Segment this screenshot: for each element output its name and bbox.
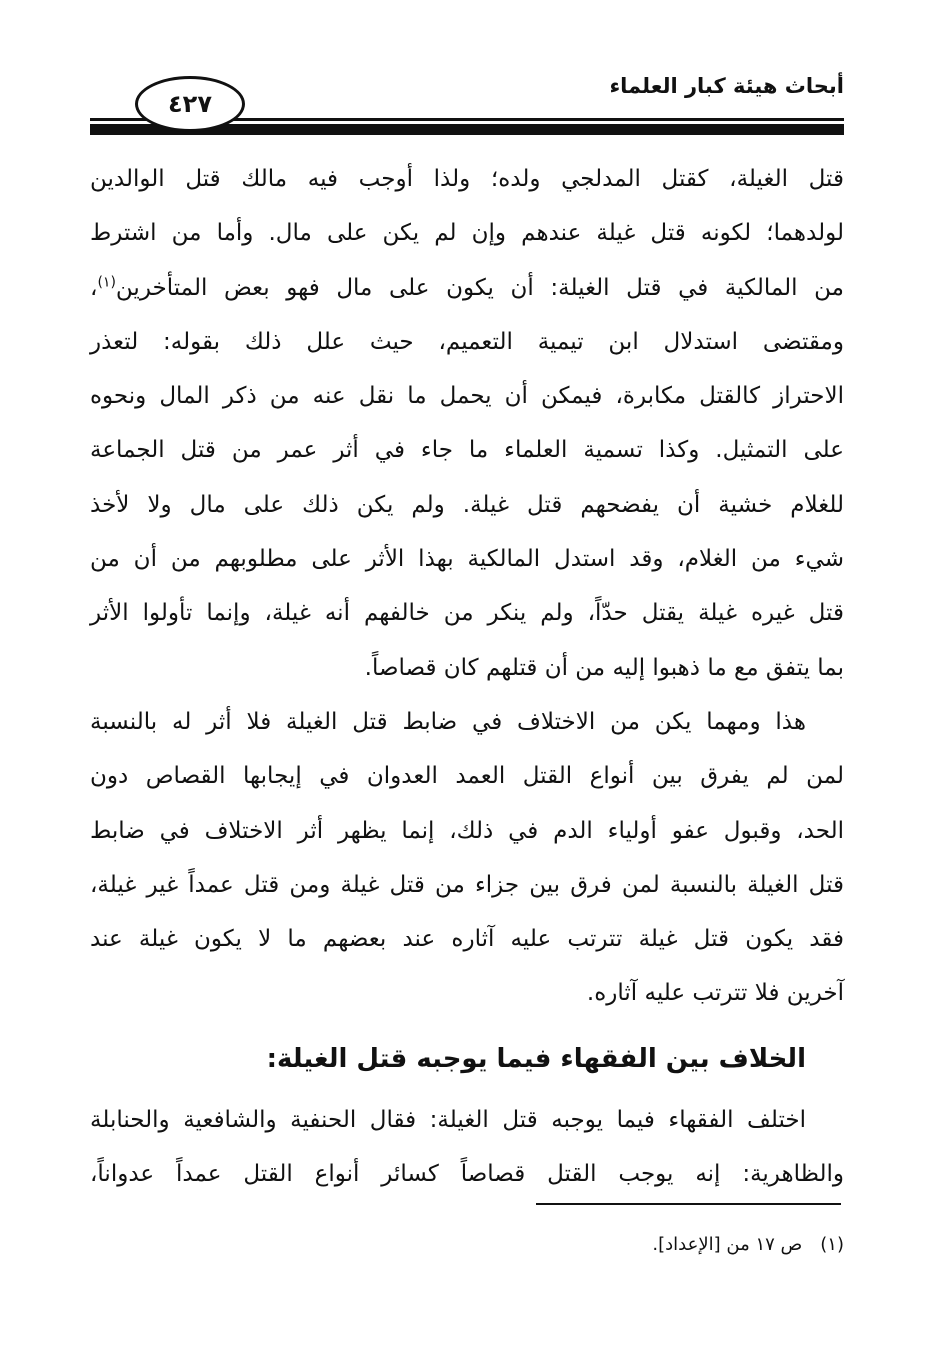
footnote-marker: (١) (820, 1234, 844, 1255)
page-number-oval (135, 76, 245, 132)
text-line: قتل الغيلة بالنسبة لمن فرق بين جزاء من قتل غيلة ومن قتل عمداً غير غيلة، (90, 871, 844, 898)
text-line: ومقتضى استدلال ابن تيمية التعميم، حيث علل ذلك بقوله: لتعذر (90, 328, 844, 355)
text-line: للغلام خشية أن يفضحهم قتل غيلة. ولم يكن ذلك على مال ولا لأخذ (90, 491, 844, 518)
text-line: بما يتفق مع ما ذهبوا إليه من أن قتلهم كان قصاصاً. (364, 654, 844, 681)
paragraph-3 (90, 1093, 844, 1202)
footnote-rule (536, 1203, 841, 1205)
footnote (652, 1234, 844, 1255)
footnote-text: ص ١٧ من [الإعداد]. (652, 1234, 803, 1255)
text-line: شيء من الغلام، وقد استدل المالكية بهذا الأثر على مطلوبهم من أن من (90, 546, 844, 573)
text-line: على التمثيل. وكذا تسمية العلماء ما جاء في أثر عمر من قتل الجماعة (90, 437, 844, 464)
section-heading: الخلاف بين الفقهاء فيما يوجبه قتل الغيلة: (266, 1043, 806, 1074)
paragraph-1 (90, 152, 844, 695)
page-number: ٤٢٧ (168, 90, 212, 118)
text-line: آخرين فلا تترتب عليه آثاره. (586, 980, 844, 1007)
text-line: اختلف الفقهاء فيما يوجبه قتل الغيلة: فقال الحنفية والشافعية والحنابلة (90, 1106, 806, 1133)
footnote-reference[interactable]: (١) (97, 273, 116, 290)
text-line-content: من المالكية في قتل الغيلة: أن يكون على مال فهو بعض المتأخرين (115, 274, 844, 301)
text-line: لولدهما؛ لكونه قتل غيلة عندهم وإن لم يكن على مال. وأما من اشترط (90, 220, 844, 247)
text-line: فقد يكون قتل غيلة تترتب عليه آثاره عند بعضهم ما لا يكون غيلة عند (90, 926, 844, 953)
body-text (90, 152, 844, 1201)
running-title: أبحاث هيئة كبار العلماء (609, 74, 844, 98)
text-line: قتل الغيلة، كقتل المدلجي ولده؛ ولذا أوجب فيه مالك قتل الوالدين (90, 166, 844, 192)
text-line: لمن لم يفرق بين أنواع القتل العمد العدوان في إيجابها القصاص دون (90, 763, 844, 790)
text-line: الاحتراز كالقتل مكابرة، فيمكن أن يحمل ما نقل عنه من ذكر المال ونحوه (90, 383, 844, 410)
comma: ، (90, 274, 98, 301)
text-line: الحد، وقبول عفو أولياء الدم في ذلك، إنما يظهر أثر الاختلاف في ضابط (90, 817, 844, 844)
text-line-with-footnote (90, 261, 844, 315)
text-line: والظاهرية: إنه يوجب القتل قصاصاً كسائر أنواع القتل عمداً عدواناً، (90, 1161, 844, 1188)
paragraph-2 (90, 695, 844, 1021)
text-line: قتل غيره غيلة يقتل حدّاً، ولم ينكر من خالفهم أنه غيلة، وإنما تأولوا الأثر (90, 600, 844, 627)
text-line: هذا ومهما يكن من الاختلاف في ضابط قتل الغيلة فلا أثر له بالنسبة (90, 708, 806, 735)
